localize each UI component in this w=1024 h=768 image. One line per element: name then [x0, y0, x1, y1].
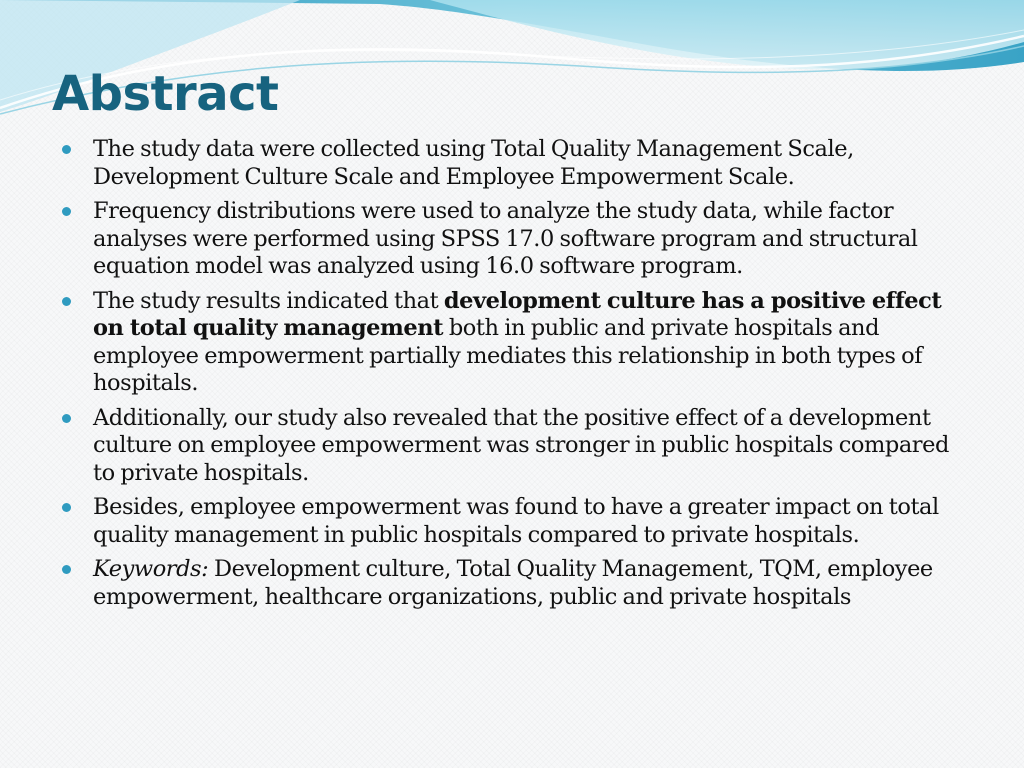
bullet-dot-icon — [62, 207, 71, 216]
bullet-text: The study data were collected using Total Quality Management Scale, Development Culture Scale and Employee Empowerment Scale. — [93, 136, 854, 190]
bullet-additional-finding — [58, 405, 958, 488]
bullet-list — [58, 136, 958, 618]
bullet-dot-icon — [62, 503, 71, 512]
keywords-label: Keywords: — [93, 556, 209, 582]
bullet-emphasis-text: development culture has a positive effect on total quality management — [93, 287, 942, 341]
bullet-intro-text: The study results indicated that — [93, 287, 444, 314]
bullet-dot-icon — [62, 145, 71, 154]
bullet-results — [58, 288, 958, 398]
bullet-dot-icon — [62, 297, 71, 306]
slide-title: Abstract — [52, 66, 279, 122]
bullet-rest-text: both in public and private hospitals and employee empowerment partially mediates this relationship in both types of hospitals. — [93, 315, 923, 396]
bullet-text: Frequency distributions were used to analyze the study data, while factor analyses were performed using SPSS 17.0 software program and structural equation model was analyzed using 16.0 software program. — [93, 198, 918, 279]
bullet-empowerment-impact — [58, 494, 958, 549]
bullet-dot-icon — [62, 414, 71, 423]
bullet-text: Additionally, our study also revealed that the positive effect of a development culture on employee empowerment was stronger in public hospitals compared to private hospitals. — [93, 404, 949, 486]
keywords-text: Development culture, Total Quality Management, TQM, employee empowerment, healthcare organizations, public and private hospitals — [93, 556, 933, 610]
bullet-keywords — [58, 556, 958, 611]
bullet-dot-icon — [62, 565, 71, 574]
bullet-data-collection — [58, 136, 958, 191]
bullet-text: Besides, employee empowerment was found to have a greater impact on total quality management in public hospitals compared to private hospitals. — [93, 494, 939, 548]
bullet-analysis-methods — [58, 198, 958, 281]
